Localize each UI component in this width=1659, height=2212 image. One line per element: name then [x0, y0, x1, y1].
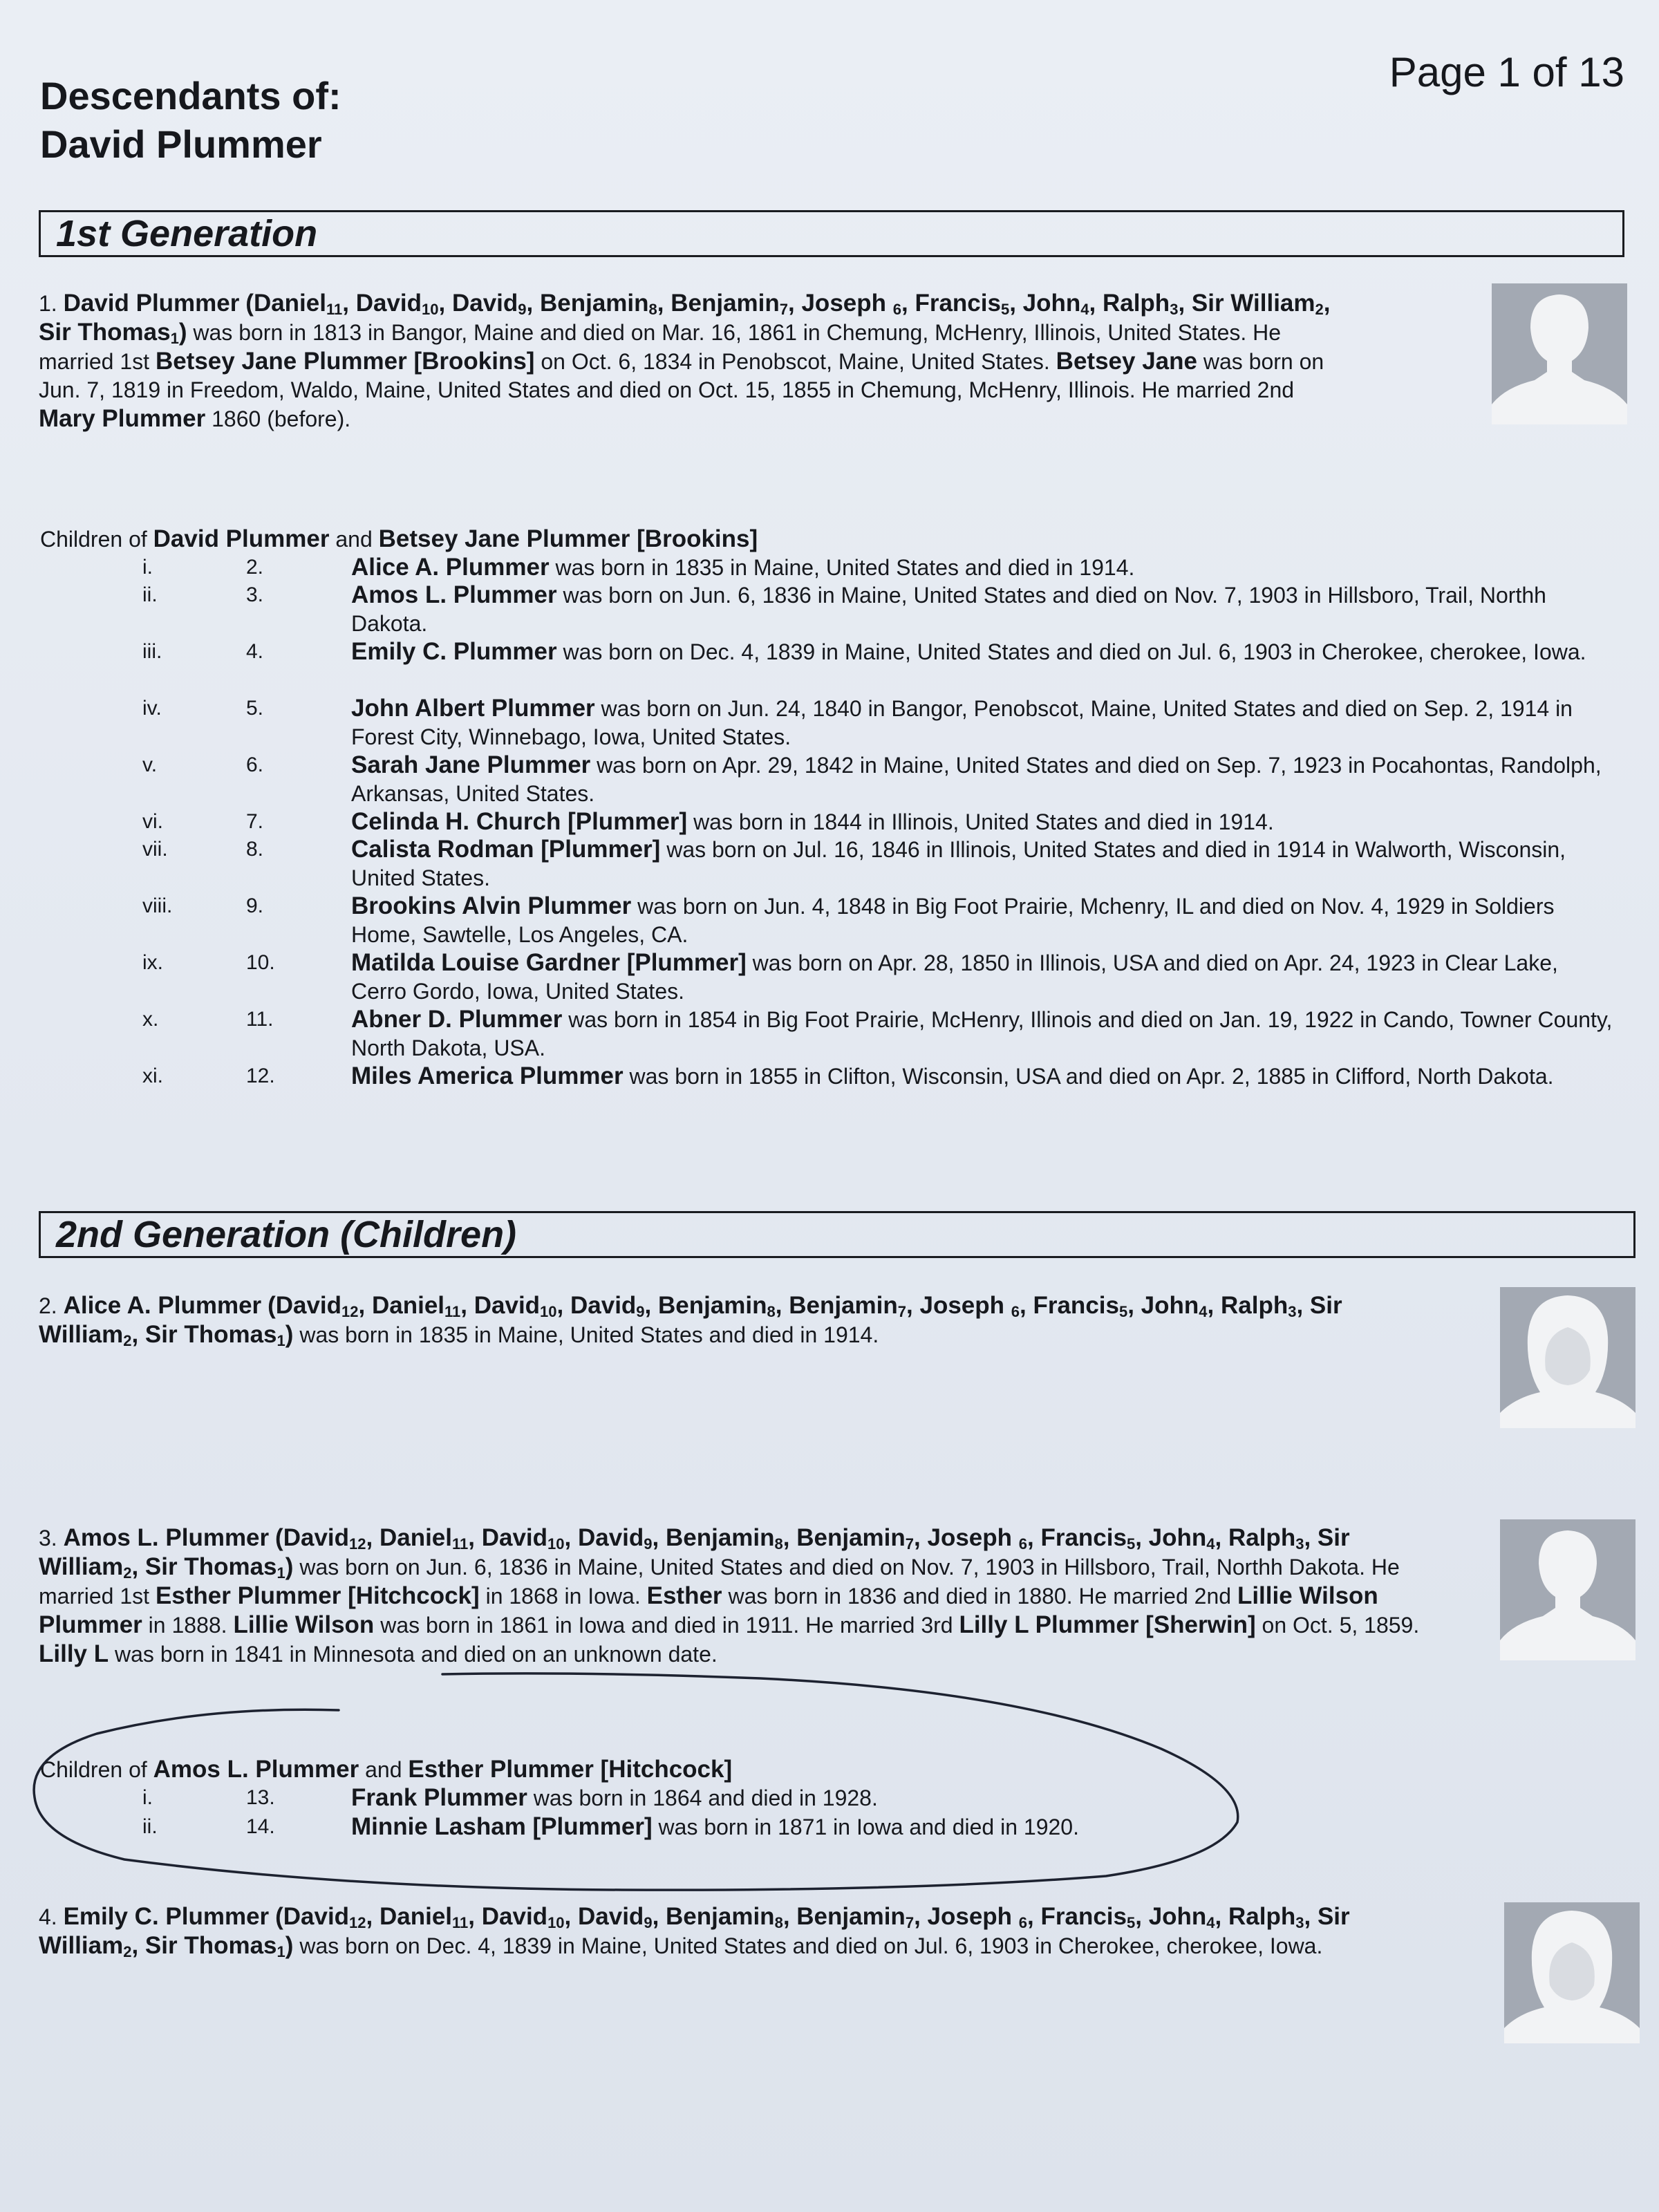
child-number: 2. [246, 556, 264, 579]
child-number: 7. [246, 810, 264, 833]
child-number: 6. [246, 753, 264, 776]
generation-subscript: 4 [1199, 1303, 1208, 1320]
child-name: Matilda Louise Gardner [Plummer] [351, 949, 747, 976]
generation-subscript: 1 [276, 1943, 285, 1960]
generation-subscript: 2 [123, 1564, 132, 1582]
child-text [351, 751, 1616, 808]
person-silhouette-male [1500, 1519, 1635, 1660]
title-line-1: Descendants of: [40, 74, 341, 118]
spouse-short-name: Lillie Wilson [233, 1611, 375, 1638]
generation-subscript: 6 [1018, 1914, 1028, 1931]
generation-subscript: 5 [1118, 1303, 1128, 1320]
generation-subscript: 3 [1170, 301, 1179, 318]
person-name: Alice A. Plummer [63, 1292, 262, 1319]
generation-1-heading: 1st Generation [39, 210, 1624, 257]
female-silhouette-icon [1504, 1902, 1640, 2043]
generation-subscript: 7 [779, 301, 789, 318]
generation-subscript: 9 [644, 1914, 653, 1931]
child-roman-index: i. [142, 1786, 153, 1809]
child-text [351, 1783, 1616, 1812]
child-roman-index: iv. [142, 697, 162, 720]
child-text [351, 835, 1616, 892]
generation-subscript: 10 [422, 301, 439, 318]
person-name: Amos L. Plummer [63, 1524, 270, 1551]
child-details: was born in 1854 in Big Foot Prairie, McHenry, Illinois and died on Jan. 19, 1922 in Cando, Towner County, North Dakota, USA. [351, 1007, 1613, 1060]
entry-text: 1860 (before). [205, 406, 351, 431]
generation-subscript: 1 [170, 330, 179, 347]
child-roman-index: viii. [142, 894, 173, 917]
female-silhouette-icon [1500, 1287, 1635, 1428]
child-text [351, 892, 1616, 949]
child-name: Minnie Lasham [Plummer] [351, 1813, 653, 1840]
child-number: 11. [246, 1008, 274, 1031]
child-text [351, 1062, 1616, 1091]
generation-2-heading: 2nd Generation (Children) [39, 1211, 1635, 1258]
child-details: was born on Jul. 16, 1846 in Illinois, United States and died in 1914 in Walworth, Wisconsin, United States. [351, 837, 1566, 890]
child-details: was born on Dec. 4, 1839 in Maine, United States and died on Jul. 6, 1903 in Cherokee, cherokee, Iowa. [556, 639, 1586, 664]
entry-number: 1. [39, 291, 64, 316]
child-roman-index: x. [142, 1008, 159, 1031]
ancestry-line: (Daniel$_{11}$, David$_{10}$, David$_9$, Benjamin$_8$, Benjamin$_7$, Joseph $_6$, Francis$_5$, John$_4$, Ralph$_3$, Sir William$_2$, Sir Thomas$_1$) [39, 290, 1331, 347]
generation-subscript: 5 [1126, 1535, 1136, 1553]
generation-subscript: 7 [897, 1303, 907, 1320]
child-roman-index: iii. [142, 640, 162, 663]
spouse-name: Betsey Jane Plummer [Brookins] [155, 348, 535, 375]
child-roman-index: ix. [142, 951, 163, 974]
child-text [351, 694, 1616, 751]
generation-subscript: 7 [905, 1914, 915, 1931]
generation-subscript: 3 [1288, 1303, 1297, 1320]
generation-subscript: 8 [648, 301, 657, 318]
child-name: Miles America Plummer [351, 1062, 624, 1089]
generation-subscript: 11 [452, 1914, 469, 1931]
person-silhouette-female [1500, 1287, 1635, 1428]
document-title [40, 72, 341, 169]
child-text [351, 1005, 1616, 1062]
generation-subscript: 5 [1126, 1914, 1136, 1931]
child-number: 10. [246, 951, 275, 974]
parent-name: Betsey Jane Plummer [Brookins] [378, 525, 758, 552]
child-details: was born in 1871 in Iowa and died in 1920. [652, 1815, 1079, 1839]
child-name: Celinda H. Church [Plummer] [351, 808, 688, 835]
entry-3: 3. Amos L. Plummer (David$_{12}$, Daniel$_{11}$, David$_{10}$, David$_9$, Benjamin$_8$, Benjamin$_7$, Joseph $_6$, Francis$_5$, John$_4$, Ralph$_3$, Sir William$_2$, Sir Thomas$_1$) was born on Jun. 6, 1836 in Maine, United States and died on Nov. 7, 1903 in Hillsboro, Trail, Northh Dakota. He married 1st Esther Plummer [Hitchcock] in 1868 in Iowa. Esther was born in 1836 and died in 1880. He married 2nd Lillie Wilson Plummer in 1888. Lillie Wilson was born in 1861 in Iowa and died in 1911. He married 3rd Lilly L Plummer [Sherwin] on Oct. 5, 1859. Lilly L was born in 1841 in Minnesota and died on an unknown date. [39, 1524, 1420, 1667]
child-text [351, 553, 1616, 582]
spouse-name: Mary Plummer [39, 405, 206, 432]
child-roman-index: i. [142, 556, 153, 579]
generation-subscript: 5 [1000, 301, 1010, 318]
generation-subscript: 2 [123, 1332, 132, 1349]
generation-subscript: 4 [1080, 301, 1089, 318]
child-details: was born in 1855 in Clifton, Wisconsin, USA and died on Apr. 2, 1885 in Clifford, North Dakota. [623, 1064, 1554, 1089]
spouse-name: Lillie Wilson Plummer [39, 1582, 1378, 1638]
generation-subscript: 9 [636, 1303, 645, 1320]
child-roman-index: v. [142, 753, 158, 776]
page-number: Page 1 of 13 [1389, 49, 1624, 95]
ancestry-line: (David$_{12}$, Daniel$_{11}$, David$_{10}$, David$_9$, Benjamin$_8$, Benjamin$_7$, Joseph $_6$, Francis$_5$, John$_4$, Ralph$_3$, Sir William$_2$, Sir Thomas$_1$) [39, 1524, 1350, 1582]
child-details: was born on Jun. 4, 1848 in Big Foot Prairie, Mchenry, IL and died on Nov. 4, 1929 in Soldiers Home, Sawtelle, Los Angeles, CA. [351, 894, 1555, 947]
generation-subscript: 4 [1206, 1535, 1215, 1553]
generation-subscript: 2 [1315, 301, 1324, 318]
child-text [351, 637, 1616, 666]
child-text [351, 581, 1616, 638]
entry-text: was born in 1835 in Maine, United States and died in 1914. [293, 1322, 879, 1347]
generation-subscript: 11 [452, 1535, 469, 1553]
generation-subscript: 8 [774, 1535, 783, 1553]
ancestry-line: (David$_{12}$, Daniel$_{11}$, David$_{10}$, David$_9$, Benjamin$_8$, Benjamin$_7$, Joseph $_6$, Francis$_5$, John$_4$, Ralph$_3$, Sir William$_2$, Sir Thomas$_1$) [39, 1903, 1350, 1960]
child-name: Amos L. Plummer [351, 581, 557, 608]
entry-text: was born in 1813 in Bangor, Maine and died on Mar. 16, 1861 in Chemung, McHenry, Illinois, United States. He married 1st [39, 320, 1282, 374]
child-details: was born on Jun. 24, 1840 in Bangor, Penobscot, Maine, United States and died on Sep. 2, 1914 in Forest City, Winnebago, Iowa, United States. [351, 696, 1573, 749]
entry-text: was born on Jun. 7, 1819 in Freedom, Waldo, Maine, United States and died on Oct. 15, 1855 in Chemung, McHenry, Illinois. He married 2nd [39, 349, 1324, 402]
child-text [351, 948, 1616, 1006]
parent-name: David Plummer [153, 525, 330, 552]
generation-subscript: 4 [1206, 1914, 1215, 1931]
person-silhouette-female [1504, 1902, 1640, 2043]
person-name: Emily C. Plummer [63, 1903, 270, 1930]
child-number: 4. [246, 640, 264, 663]
spouse-name: Lilly L Plummer [Sherwin] [959, 1611, 1256, 1638]
generation-subscript: 8 [767, 1303, 776, 1320]
child-number: 5. [246, 697, 264, 720]
spouse-name: Esther Plummer [Hitchcock] [155, 1582, 480, 1609]
child-details: was born on Jun. 6, 1836 in Maine, United States and died on Nov. 7, 1903 in Hillsboro, Trail, Northh Dakota. [351, 583, 1546, 636]
spouse-short-name: Betsey Jane [1056, 348, 1197, 375]
child-name: Emily C. Plummer [351, 638, 557, 665]
child-name: Alice A. Plummer [351, 554, 550, 581]
child-name: Frank Plummer [351, 1784, 527, 1811]
child-name: Calista Rodman [Plummer] [351, 836, 661, 863]
child-number: 9. [246, 894, 264, 917]
child-details: was born on Apr. 28, 1850 in Illinois, USA and died on Apr. 24, 1923 in Clear Lake, Cerro Gordo, Iowa, United States. [351, 950, 1558, 1004]
generation-subscript: 6 [1011, 1303, 1020, 1320]
children-heading: Children of Amos L. Plummer and Esther Plummer [Hitchcock] [40, 1756, 733, 1783]
generation-subscript: 6 [892, 301, 901, 318]
entry-1 [39, 289, 1352, 433]
child-roman-index: ii. [142, 583, 158, 606]
child-name: Abner D. Plummer [351, 1006, 563, 1033]
entry-2: 2. Alice A. Plummer (David$_{12}$, Daniel$_{11}$, David$_{10}$, David$_9$, Benjamin$_8$, Benjamin$_7$, Joseph $_6$, Francis$_5$, John$_4$, Ralph$_3$, Sir William$_2$, Sir Thomas$_1$) was born in 1835 in Maine, United States and died in 1914. [39, 1292, 1342, 1349]
child-text [351, 807, 1616, 836]
generation-subscript: 8 [774, 1914, 783, 1931]
generation-subscript: 11 [444, 1303, 461, 1320]
child-name: Brookins Alvin Plummer [351, 892, 632, 919]
parent-name: Amos L. Plummer [153, 1756, 359, 1783]
spouse-short-name: Esther [646, 1582, 722, 1609]
child-number: 12. [246, 1065, 275, 1087]
generation-subscript: 9 [518, 301, 527, 318]
child-number: 3. [246, 583, 264, 606]
generation-subscript: 11 [326, 301, 343, 318]
child-roman-index: xi. [142, 1065, 163, 1087]
child-details: was born on Apr. 29, 1842 in Maine, United States and died on Sep. 7, 1923 in Pocahontas, Randolph, Arkansas, United States. [351, 753, 1602, 806]
child-number: 13. [246, 1786, 275, 1809]
generation-subscript: 1 [276, 1564, 285, 1582]
entry-4: 4. Emily C. Plummer (David$_{12}$, Daniel$_{11}$, David$_{10}$, David$_9$, Benjamin$_8$, Benjamin$_7$, Joseph $_6$, Francis$_5$, John$_4$, Ralph$_3$, Sir William$_2$, Sir Thomas$_1$) was born on Dec. 4, 1839 in Maine, United States and died on Jul. 6, 1903 in Cherokee, cherokee, Iowa. [39, 1903, 1350, 1960]
spouse-short-name: Lilly L [39, 1640, 109, 1667]
generation-subscript: 10 [547, 1914, 565, 1931]
child-roman-index: vii. [142, 838, 168, 861]
ancestry-line: (David$_{12}$, Daniel$_{11}$, David$_{10}$, David$_9$, Benjamin$_8$, Benjamin$_7$, Joseph $_6$, Francis$_5$, John$_4$, Ralph$_3$, Sir William$_2$, Sir Thomas$_1$) [39, 1292, 1342, 1349]
male-silhouette-icon [1492, 283, 1627, 424]
generation-subscript: 2 [123, 1943, 132, 1960]
child-name: Sarah Jane Plummer [351, 751, 591, 778]
generation-subscript: 3 [1295, 1914, 1304, 1931]
generation-subscript: 12 [349, 1914, 366, 1931]
child-name: John Albert Plummer [351, 695, 595, 722]
child-roman-index: vi. [142, 810, 163, 833]
generation-subscript: 12 [349, 1535, 366, 1553]
children-heading: Children of David Plummer and Betsey Jane Plummer [Brookins] [40, 525, 758, 552]
child-text [351, 1812, 1616, 1841]
title-line-2: David Plummer [40, 122, 322, 166]
generation-subscript: 10 [547, 1535, 565, 1553]
parent-name: Esther Plummer [Hitchcock] [408, 1756, 733, 1783]
generation-subscript: 3 [1295, 1535, 1304, 1553]
child-roman-index: ii. [142, 1815, 158, 1838]
generation-subscript: 12 [341, 1303, 359, 1320]
generation-subscript: 9 [644, 1535, 653, 1553]
generation-subscript: 6 [1018, 1535, 1027, 1553]
person-name: David Plummer [63, 290, 240, 317]
entry-text: on Oct. 6, 1834 in Penobscot, Maine, United States. [534, 349, 1056, 374]
generation-subscript: 7 [905, 1535, 915, 1553]
child-details: was born in 1864 and died in 1928. [527, 1785, 878, 1810]
generation-subscript: 10 [540, 1303, 557, 1320]
male-silhouette-icon [1500, 1519, 1635, 1660]
child-details: was born in 1835 in Maine, United States and died in 1914. [549, 555, 1135, 580]
child-number: 8. [246, 838, 264, 861]
generation-subscript: 1 [276, 1332, 285, 1349]
child-number: 14. [246, 1815, 275, 1838]
person-silhouette-male [1492, 283, 1627, 424]
child-details: was born in 1844 in Illinois, United States and died in 1914. [687, 809, 1274, 834]
